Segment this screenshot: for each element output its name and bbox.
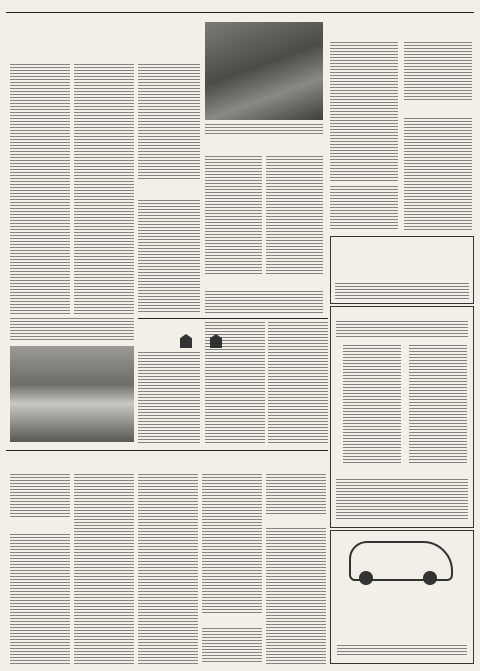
posta-column-3 [268, 322, 328, 444]
mine-column-2 [74, 474, 134, 664]
left-article-end [10, 318, 134, 342]
mine-column-1a [10, 474, 70, 519]
bicaz-column-1b [330, 186, 398, 230]
article-column-1 [10, 64, 70, 314]
solutia-column-1 [205, 156, 262, 276]
mine-column-4a [202, 474, 262, 614]
photo-caption [205, 124, 323, 136]
mine-column-5b [266, 528, 326, 664]
emblem-icon [180, 334, 192, 348]
article-column-3 [138, 64, 200, 179]
bicaz-column-1 [330, 42, 398, 182]
bicaz-column-2 [404, 42, 472, 102]
posta-rule [138, 318, 328, 319]
mine-column-3 [138, 474, 198, 664]
mine-column-4b [202, 628, 262, 664]
tehnometal-ad [330, 530, 474, 664]
mine-column-5a [266, 474, 326, 514]
combinat-ad [330, 306, 474, 528]
muntenia-ad [330, 236, 474, 304]
anunt-text [205, 291, 323, 313]
article-column-3b [138, 200, 200, 314]
solutia-column-2 [266, 156, 323, 276]
mine-column-1b [10, 534, 70, 664]
left-photo [10, 346, 134, 442]
top-photo [205, 22, 323, 120]
posta-column-1 [138, 352, 200, 444]
note-column [404, 118, 472, 230]
article-column-2 [74, 64, 134, 314]
posta-column-2 [205, 322, 265, 444]
header-rule [6, 12, 474, 13]
popasuri-rule [6, 450, 328, 451]
page-header [6, 2, 474, 11]
